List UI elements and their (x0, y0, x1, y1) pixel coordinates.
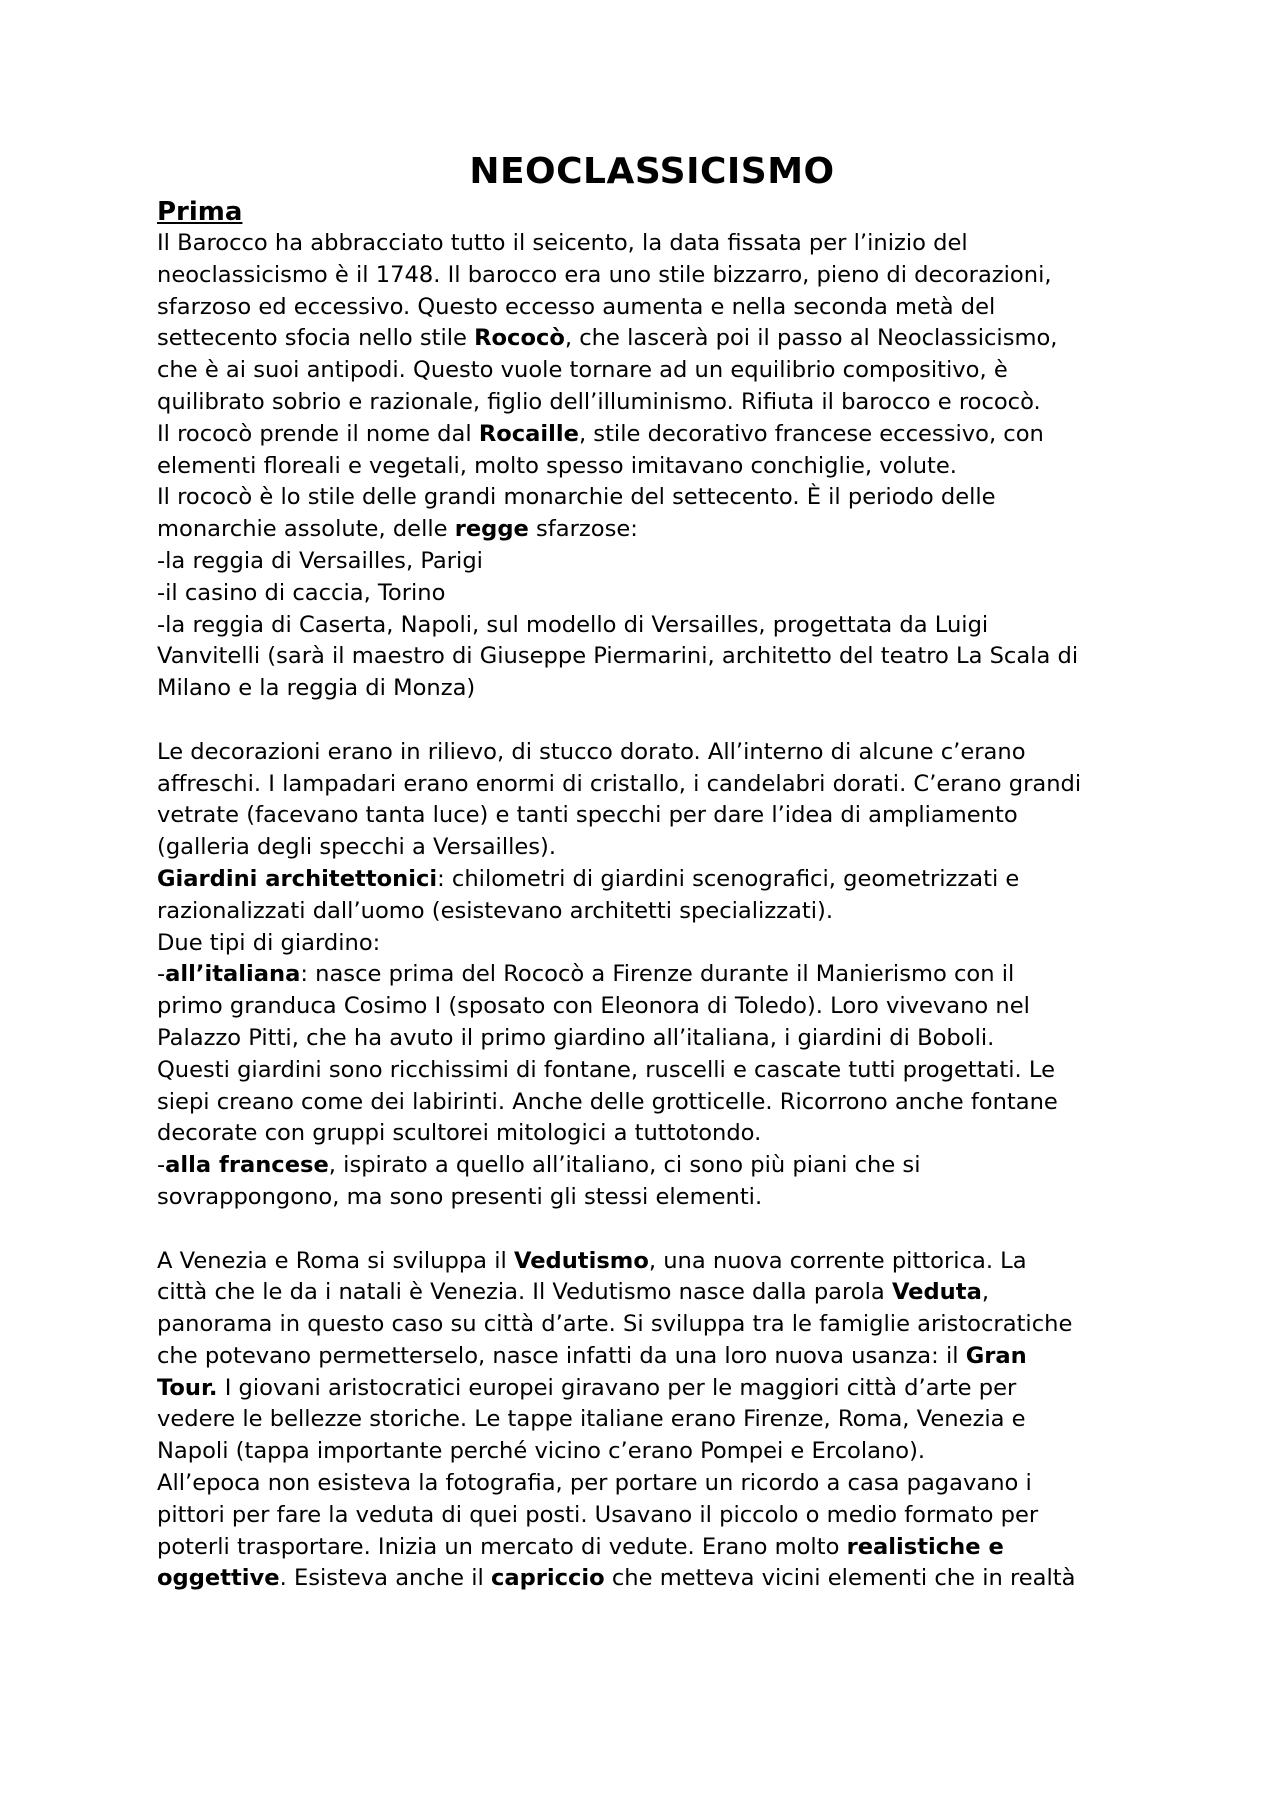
text-line (157, 1373, 1147, 1405)
text-run: neoclassicismo è il 1748. Il barocco era uno stile bizzarro, pieno di decorazioni, (157, 261, 1052, 288)
text-run: All’epoca non esisteva la fotografia, per portare un ricordo a casa pagavano i (157, 1470, 1032, 1497)
text-run: che potevano permetterselo, nasce infatti da una loro nuova usanza: il (157, 1342, 966, 1369)
text-run: . Esisteva anche il (279, 1565, 491, 1592)
text-run: vetrate (facevano tanta luce) e tanti specchi per dare l’idea di ampliamento (157, 802, 1018, 829)
text-line (157, 1436, 1147, 1468)
text-line (157, 959, 1147, 991)
document-body (157, 228, 1147, 1595)
text-line (157, 610, 1147, 642)
text-run: Milano e la reggia di Monza) (157, 675, 476, 702)
bold-term: Tour. (157, 1374, 218, 1401)
text-run: - (157, 1152, 166, 1179)
text-line (157, 1023, 1147, 1055)
text-run: sfarzoso ed eccessivo. Questo eccesso aumenta e nella seconda metà del (157, 293, 996, 320)
section-heading-prima: Prima (157, 197, 243, 227)
text-run: -la reggia di Caserta, Napoli, sul modello di Versailles, progettata da Luigi (157, 611, 989, 638)
text-line (157, 1500, 1147, 1532)
text-line (157, 514, 1147, 546)
text-run: città che le da i natali è Venezia. Il Vedutismo nasce dalla parola (157, 1279, 892, 1306)
text-line (157, 260, 1147, 292)
text-run: , stile decorativo francese eccessivo, con (578, 420, 1044, 447)
text-line (157, 800, 1147, 832)
text-run: - (157, 961, 166, 988)
text-line (157, 928, 1147, 960)
text-line (157, 228, 1147, 260)
text-run: decorate con gruppi scultorei mitologici a tuttotondo. (157, 1120, 762, 1147)
text-run: elementi floreali e vegetali, molto spesso imitavano conchiglie, volute. (157, 452, 957, 479)
text-run: (galleria degli specchi a Versailles). (157, 834, 557, 861)
text-run: Le decorazioni erano in rilievo, di stucco dorato. All’interno di alcune c’erano (157, 738, 1026, 765)
text-run: , una nuova corrente pittorica. La (648, 1247, 1027, 1274)
document-page (157, 150, 1147, 1595)
text-run: Due tipi di giardino: (157, 929, 381, 956)
text-line (157, 451, 1147, 483)
text-line (157, 1404, 1147, 1436)
text-line (157, 1309, 1147, 1341)
text-line (157, 323, 1147, 355)
text-line (157, 1277, 1147, 1309)
text-run: razionalizzati dall’uomo (esistevano architetti specializzati). (157, 897, 834, 924)
text-line (157, 673, 1147, 705)
text-line (157, 1055, 1147, 1087)
text-run: Vanvitelli (sarà il maestro di Giuseppe Piermarini, architetto del teatro La Scala di (157, 643, 1079, 670)
text-line (157, 387, 1147, 419)
text-run: Il rococò prende il nome dal (157, 420, 479, 447)
bold-term: Vedutismo (513, 1247, 649, 1274)
text-run: Palazzo Pitti, che ha avuto il primo giardino all’italiana, i giardini di Boboli. (157, 1024, 995, 1051)
bold-term: alla francese (165, 1152, 329, 1179)
text-line (157, 419, 1147, 451)
text-line (157, 482, 1147, 514)
text-line (157, 1087, 1147, 1119)
text-run: che metteva vicini elementi che in realtà (604, 1565, 1076, 1592)
text-run: panorama in questo caso su città d’arte. Si sviluppa tra le famiglie aristocratiche (157, 1311, 1073, 1338)
document-title: NEOCLASSICISMO (469, 151, 835, 192)
bold-term: Rocaille (478, 420, 579, 447)
text-run: Il Barocco ha abbracciato tutto il seicento, la data fissata per l’inizio del (157, 230, 968, 256)
bold-term: Rococò (474, 325, 565, 352)
text-run: , (981, 1279, 990, 1306)
text-line (157, 641, 1147, 673)
text-run: quilibrato sobrio e razionale, figlio dell’illuminismo. Rifiuta il barocco e rococò. (157, 388, 1041, 415)
text-line (157, 292, 1147, 324)
text-run: poterli trasportare. Inizia un mercato di vedute. Erano molto (157, 1533, 847, 1560)
blank-line (157, 705, 1147, 737)
bold-term: Gran (965, 1342, 1027, 1369)
bold-term: Giardini architettonici (157, 865, 438, 892)
text-line (157, 546, 1147, 578)
text-run: Il rococò è lo stile delle grandi monarchie del settecento. È il periodo delle (157, 484, 996, 511)
text-line (157, 896, 1147, 928)
text-run: Napoli (tappa importante perché vicino c’erano Pompei e Ercolano). (157, 1438, 926, 1465)
bold-term: regge (454, 516, 529, 543)
text-run: sfarzose: (528, 516, 638, 543)
text-line (157, 1118, 1147, 1150)
text-run: , che lascerà poi il passo al Neoclassicismo, (564, 325, 1058, 352)
text-line (157, 1341, 1147, 1373)
text-run: -il casino di caccia, Torino (157, 579, 446, 606)
text-run: pittori per fare la veduta di quei posti. Usavano il piccolo o medio formato per (157, 1501, 1039, 1528)
text-line (157, 1532, 1147, 1564)
text-run: : chilometri di giardini scenografici, geometrizzati e (437, 865, 1020, 892)
text-line (157, 1563, 1147, 1595)
text-run: sovrappongono, ma sono presenti gli stessi elementi. (157, 1183, 763, 1210)
text-line (157, 355, 1147, 387)
text-line (157, 769, 1147, 801)
text-line (157, 1468, 1147, 1500)
bold-term: realistiche e (846, 1533, 1004, 1560)
text-line (157, 1246, 1147, 1278)
text-run: A Venezia e Roma si sviluppa il (157, 1247, 514, 1274)
text-run: settecento sfocia nello stile (157, 325, 475, 352)
text-run: Questi giardini sono ricchissimi di fontane, ruscelli e cascate tutti progettati. Le (157, 1056, 1056, 1083)
text-run: I giovani aristocratici europei giravano per le maggiori città d’arte per (217, 1374, 1017, 1401)
bold-term: all’italiana (165, 961, 301, 988)
text-line (157, 991, 1147, 1023)
text-line (157, 1182, 1147, 1214)
bold-term: oggettive (157, 1565, 280, 1592)
text-run: vedere le bellezze storiche. Le tappe italiane erano Firenze, Roma, Venezia e (157, 1406, 1026, 1433)
text-run: : nasce prima del Rococò a Firenze durante il Manierismo con il (300, 961, 1015, 988)
text-run: affreschi. I lampadari erano enormi di cristallo, i candelabri dorati. C’erano grandi (157, 770, 1082, 797)
bold-term: capriccio (490, 1565, 605, 1592)
text-run: , ispirato a quello all’italiano, ci sono più piani che si (328, 1152, 921, 1179)
text-run: monarchie assolute, delle (157, 516, 455, 543)
text-line (157, 1150, 1147, 1182)
bold-term: Veduta (891, 1279, 982, 1306)
text-line (157, 864, 1147, 896)
text-line (157, 832, 1147, 864)
text-run: primo granduca Cosimo I (sposato con Eleonora di Toledo). Loro vivevano nel (157, 993, 1030, 1020)
text-run: che è ai suoi antipodi. Questo vuole tornare ad un equilibrio compositivo, è (157, 357, 1008, 384)
text-run: siepi creano come dei labirinti. Anche delle grotticelle. Ricorrono anche fontane (157, 1088, 1058, 1115)
blank-line (157, 1214, 1147, 1246)
text-run: -la reggia di Versailles, Parigi (157, 547, 483, 574)
text-line (157, 578, 1147, 610)
text-line (157, 737, 1147, 769)
